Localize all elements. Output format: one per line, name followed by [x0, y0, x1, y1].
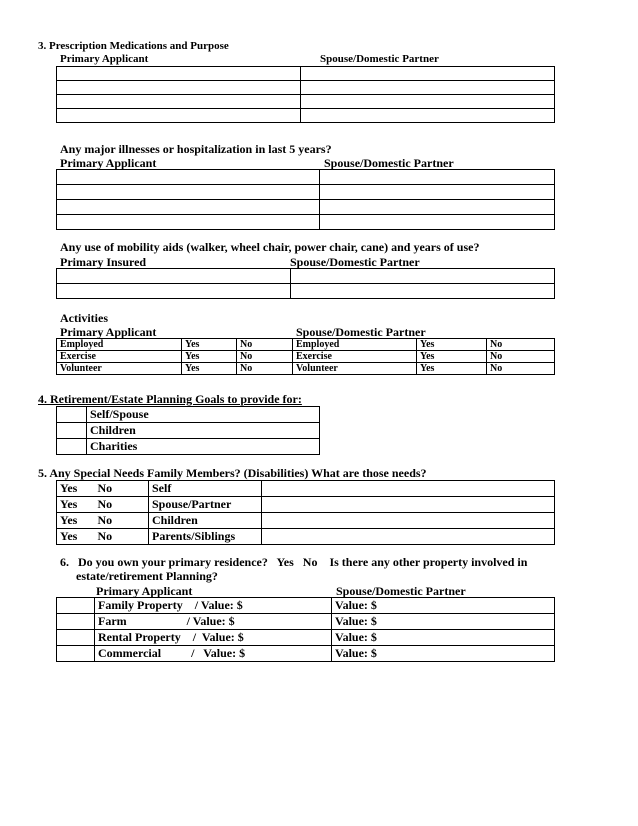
needs-no[interactable]: No [95, 481, 149, 497]
q5-heading: 5. Any Special Needs Family Members? (Disabilities) What are those needs? [38, 466, 427, 480]
needs-yes[interactable]: Yes [57, 529, 95, 545]
q3-right-cell[interactable] [301, 67, 555, 81]
activity-no[interactable]: No [237, 339, 293, 351]
table-row [57, 67, 555, 81]
activity-yes[interactable]: Yes [182, 339, 237, 351]
needs-no[interactable]: No [95, 497, 149, 513]
illness-left-cell[interactable] [57, 200, 320, 215]
activity-no[interactable]: No [487, 339, 555, 351]
table-row [57, 529, 555, 545]
table-row [57, 423, 320, 439]
mobility-left-cell[interactable] [57, 284, 291, 299]
activity-yes[interactable]: Yes [417, 351, 487, 363]
activity-label: Employed [293, 339, 417, 351]
table-row [57, 81, 555, 95]
property-checkbox[interactable] [57, 614, 95, 630]
activity-yes[interactable]: Yes [417, 339, 487, 351]
activities-col-left: Primary Applicant [60, 325, 157, 339]
activities-heading: Activities [60, 311, 108, 325]
property-primary-value[interactable]: Rental Property / Value: $ [95, 630, 332, 646]
table-row [57, 351, 555, 363]
q3-left-cell[interactable] [57, 81, 301, 95]
needs-no[interactable]: No [95, 513, 149, 529]
goal-checkbox[interactable] [57, 439, 87, 455]
q3-left-cell[interactable] [57, 95, 301, 109]
needs-yes[interactable]: Yes [57, 497, 95, 513]
q3-left-cell[interactable] [57, 109, 301, 123]
q5-table [56, 480, 555, 545]
table-row [57, 481, 555, 497]
illness-left-cell[interactable] [57, 170, 320, 185]
activity-yes[interactable]: Yes [182, 363, 237, 375]
activity-no[interactable]: No [487, 363, 555, 375]
q3-right-cell[interactable] [301, 109, 555, 123]
table-row [57, 95, 555, 109]
activity-label: Volunteer [293, 363, 417, 375]
property-primary-value[interactable]: Family Property / Value: $ [95, 598, 332, 614]
illness-left-cell[interactable] [57, 215, 320, 230]
goal-checkbox[interactable] [57, 423, 87, 439]
mobility-col-right: Spouse/Domestic Partner [290, 255, 420, 269]
table-row [57, 439, 320, 455]
table-row [57, 109, 555, 123]
illness-right-cell[interactable] [320, 200, 555, 215]
table-row [57, 614, 555, 630]
mobility-question: Any use of mobility aids (walker, wheel chair, power chair, cane) and years of use? [60, 240, 480, 254]
activity-label: Employed [57, 339, 182, 351]
property-checkbox[interactable] [57, 598, 95, 614]
property-spouse-value[interactable]: Value: $ [332, 614, 555, 630]
q6-table [56, 597, 555, 662]
activity-label: Exercise [57, 351, 182, 363]
property-primary-value[interactable]: Commercial / Value: $ [95, 646, 332, 662]
property-checkbox[interactable] [57, 630, 95, 646]
needs-no[interactable]: No [95, 529, 149, 545]
mobility-left-cell[interactable] [57, 269, 291, 284]
activity-label: Volunteer [57, 363, 182, 375]
q3-col-left: Primary Applicant [60, 53, 149, 65]
activity-yes[interactable]: Yes [182, 351, 237, 363]
property-checkbox[interactable] [57, 646, 95, 662]
q4-heading: 4. Retirement/Estate Planning Goals to provide for: [38, 392, 302, 406]
table-row [57, 269, 555, 284]
illness-left-cell[interactable] [57, 185, 320, 200]
q3-table [56, 66, 555, 123]
illness-right-cell[interactable] [320, 185, 555, 200]
property-primary-value[interactable]: Farm / Value: $ [95, 614, 332, 630]
needs-member-label: Spouse/Partner [149, 497, 262, 513]
needs-description[interactable] [262, 513, 555, 529]
needs-description[interactable] [262, 497, 555, 513]
q4-table [56, 406, 320, 455]
goal-label: Children [87, 423, 320, 439]
illness-col-right: Spouse/Domestic Partner [324, 156, 454, 170]
q3-right-cell[interactable] [301, 81, 555, 95]
q3-right-cell[interactable] [301, 95, 555, 109]
table-row [57, 339, 555, 351]
needs-yes[interactable]: Yes [57, 481, 95, 497]
table-row [57, 513, 555, 529]
activity-yes[interactable]: Yes [417, 363, 487, 375]
table-row [57, 646, 555, 662]
activity-label: Exercise [293, 351, 417, 363]
illness-right-cell[interactable] [320, 170, 555, 185]
illness-col-left: Primary Applicant [60, 156, 157, 170]
illness-question: Any major illnesses or hospitalization in last 5 years? [60, 142, 332, 156]
activities-col-right: Spouse/Domestic Partner [296, 325, 426, 339]
mobility-right-cell[interactable] [291, 269, 555, 284]
q6-question-line1: 6. Do you own your primary residence? Yes No Is there any other property involved in [60, 555, 528, 569]
table-row [57, 407, 320, 423]
mobility-col-left: Primary Insured [60, 255, 147, 269]
mobility-right-cell[interactable] [291, 284, 555, 299]
table-row [57, 185, 555, 200]
activity-no[interactable]: No [237, 351, 293, 363]
property-spouse-value[interactable]: Value: $ [332, 630, 555, 646]
q6-col-right: Spouse/Domestic Partner [336, 584, 466, 598]
illness-table [56, 169, 555, 230]
needs-member-label: Children [149, 513, 262, 529]
goal-label: Self/Spouse [87, 407, 320, 423]
table-row [57, 170, 555, 185]
needs-description[interactable] [262, 481, 555, 497]
activity-no[interactable]: No [237, 363, 293, 375]
needs-member-label: Parents/Siblings [149, 529, 262, 545]
table-row [57, 630, 555, 646]
table-row [57, 598, 555, 614]
property-spouse-value[interactable]: Value: $ [332, 646, 555, 662]
table-row [57, 363, 555, 375]
activity-no[interactable]: No [487, 351, 555, 363]
q3-col-right: Spouse/Domestic Partner [320, 53, 439, 65]
goal-checkbox[interactable] [57, 407, 87, 423]
goal-label: Charities [87, 439, 320, 455]
property-spouse-value[interactable]: Value: $ [332, 598, 555, 614]
table-row [57, 284, 555, 299]
table-row [57, 497, 555, 513]
mobility-table [56, 268, 555, 299]
table-row [57, 215, 555, 230]
table-row [57, 200, 555, 215]
needs-member-label: Self [149, 481, 262, 497]
needs-description[interactable] [262, 529, 555, 545]
illness-right-cell[interactable] [320, 215, 555, 230]
q3-heading: 3. Prescription Medications and Purpose [38, 40, 229, 52]
q6-question-line2: estate/retirement Planning? [76, 569, 218, 583]
q3-left-cell[interactable] [57, 67, 301, 81]
needs-yes[interactable]: Yes [57, 513, 95, 529]
q6-col-left: Primary Applicant [96, 584, 193, 598]
activities-table [56, 338, 555, 375]
